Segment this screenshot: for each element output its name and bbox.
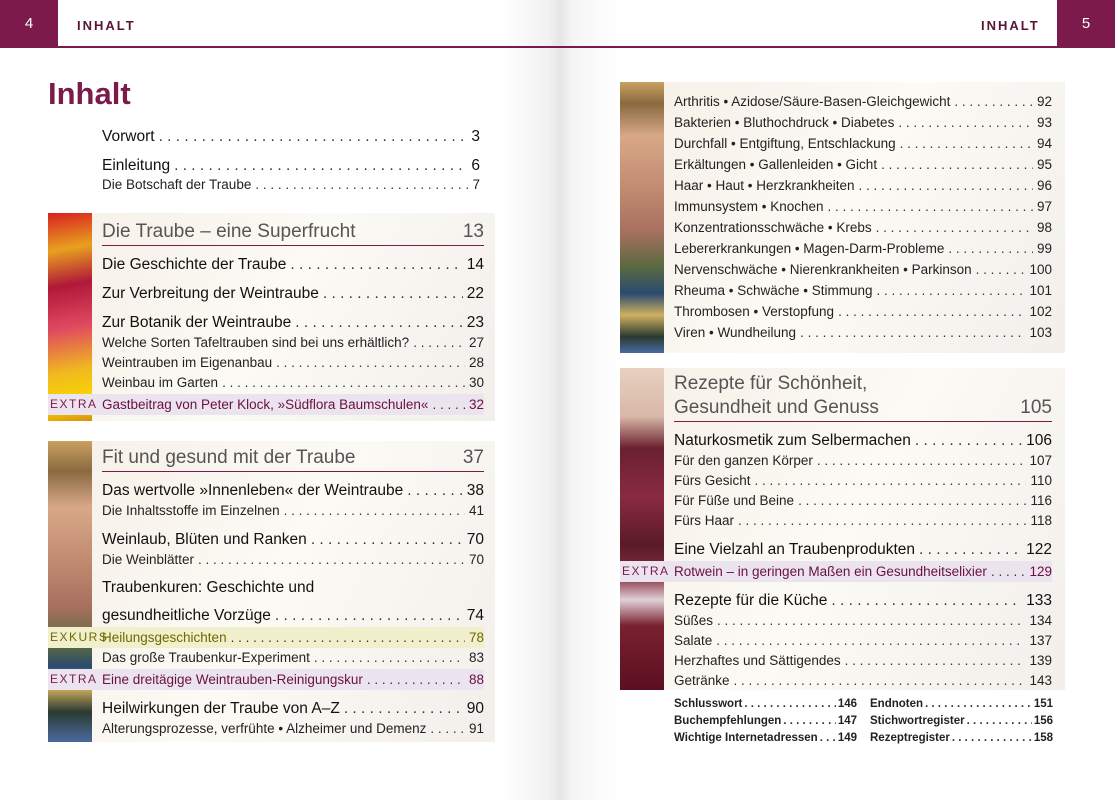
toc-entry-label: Thrombosen • Verstopfung (674, 304, 835, 319)
toc-entry-label: Arthritis • Azidose/Säure-Basen-Gleichgewicht (674, 94, 951, 109)
toc-entry[interactable] (674, 631, 1052, 651)
toc-entry-page: 139 (1029, 653, 1052, 668)
toc-entry-page: 133 (1026, 592, 1052, 609)
dot-leader (798, 491, 1026, 511)
dot-leader (295, 312, 462, 333)
toc-entry[interactable] (674, 590, 1052, 611)
dot-leader (744, 696, 835, 713)
toc-entry[interactable] (48, 394, 484, 415)
dot-leader (432, 394, 465, 415)
toc-entry-label: Herzhaftes und Sättigendes (674, 653, 841, 668)
dot-leader (284, 501, 465, 521)
toc-entry[interactable] (674, 238, 1052, 259)
extra-tag-label: EXTRA (50, 672, 98, 686)
toc-entry[interactable] (674, 511, 1052, 531)
dot-leader (734, 671, 1026, 691)
dot-leader (755, 471, 1027, 491)
toc-entry-label: Weinlaub, Blüten und Ranken (102, 531, 307, 548)
toc-entry[interactable] (102, 648, 484, 668)
toc-entry[interactable] (674, 259, 1052, 280)
toc-entry[interactable] (102, 501, 484, 521)
toc-entry-page: 6 (471, 157, 480, 174)
man-eating-grapes-photo-strip (620, 82, 664, 353)
toc-entry[interactable] (102, 155, 480, 176)
book-gutter-shadow (500, 0, 620, 800)
toc-entry[interactable] (674, 91, 1052, 112)
running-head: INHALT (77, 18, 136, 33)
extra-tag-label: EXTRA (622, 564, 670, 578)
toc-entry-label: Haar • Haut • Herzkrankheiten (674, 178, 855, 193)
dot-leader (876, 217, 1033, 238)
toc-entry-page: 7 (472, 177, 480, 192)
toc-entry-label: Heilungsgeschichten (102, 630, 227, 645)
toc-entry-label: Fürs Haar (674, 513, 735, 528)
toc-entry[interactable] (674, 671, 1052, 691)
dot-leader (174, 155, 467, 176)
dot-leader (323, 283, 463, 304)
toc-entry[interactable] (674, 611, 1052, 631)
toc-entry-label: Nervenschwäche • Nierenkrankheiten • Parkinson (674, 262, 972, 277)
toc-entry-page: 70 (468, 552, 484, 567)
dot-leader (900, 133, 1033, 154)
dot-leader (716, 631, 1025, 651)
toc-entry[interactable] (48, 627, 484, 648)
dot-leader (738, 511, 1026, 531)
header-rule (0, 46, 557, 48)
toc-entry-page: 14 (466, 256, 484, 273)
toc-entry-page: 38 (466, 482, 484, 499)
section-list (50, 220, 484, 415)
toc-entry-page: 146 (837, 698, 857, 710)
toc-entry-page: 122 (1026, 541, 1052, 558)
dot-leader (255, 175, 468, 195)
toc-entry-label: Stichwortregister (870, 715, 965, 727)
dot-leader (407, 480, 462, 501)
toc-entry[interactable] (674, 280, 1052, 301)
toc-entry[interactable] (674, 730, 857, 747)
toc-entry[interactable] (674, 713, 857, 730)
toc-entry-label: Rezepte für die Küche (674, 592, 828, 609)
toc-entry-label: Rezeptregister (870, 732, 950, 744)
toc-entry-label: Endnoten (870, 698, 924, 710)
extra-tag-label: EXTRA (50, 397, 98, 411)
dot-leader (919, 539, 1022, 560)
dot-leader (952, 730, 1032, 747)
toc-entry-page: 92 (1036, 94, 1052, 109)
toc-entry-label: Buchempfehlungen (674, 715, 782, 727)
toc-entry-label: Weintrauben im Eigenanbau (102, 355, 273, 370)
dot-leader (817, 451, 1026, 471)
dot-leader (344, 698, 463, 719)
toc-entry[interactable] (102, 698, 484, 719)
toc-entry-page: 100 (1029, 262, 1052, 277)
toc-entry-label: Rotwein – in geringen Maßen ein Gesundheitselixier (674, 564, 987, 579)
toc-entry-label: Weinbau im Garten (102, 375, 219, 390)
toc-entry[interactable] (674, 175, 1052, 196)
toc-entry[interactable] (674, 491, 1052, 511)
toc-entry-page: 97 (1036, 199, 1052, 214)
toc-entry-page: 134 (1029, 613, 1052, 628)
toc-entry-page: 83 (468, 650, 484, 665)
toc-entry-label: Einleitung (102, 157, 171, 174)
toc-entry-page: 151 (1033, 698, 1053, 710)
toc-entry-label: Das große Traubenkur-Experiment (102, 650, 310, 665)
section-list (622, 372, 1052, 691)
section-title-line: Die Traube – eine Superfrucht (102, 221, 356, 242)
toc-entry-label: Immunsystem • Knochen (674, 199, 824, 214)
toc-entry[interactable] (102, 605, 484, 626)
dot-leader (367, 669, 465, 690)
toc-entry[interactable] (674, 133, 1052, 154)
toc-entry-label: Getränke (674, 673, 730, 688)
toc-entry-label: Erkältungen • Gallenleiden • Gicht (674, 157, 878, 172)
toc-entry[interactable] (102, 283, 484, 304)
toc-entry-page: 98 (1036, 220, 1052, 235)
toc-entry-label: Heilwirkungen der Traube von A–Z (102, 700, 340, 717)
toc-entry-page: 156 (1033, 715, 1053, 727)
toc-entry[interactable] (674, 154, 1052, 175)
toc-entry-title-line: Traubenkuren: Geschichte und (102, 579, 315, 596)
toc-entry-page: 91 (468, 721, 484, 736)
toc-entry-label: Die Geschichte der Traube (102, 256, 287, 273)
toc-entry[interactable] (870, 730, 1053, 747)
toc-entry[interactable] (674, 112, 1052, 133)
toc-entry-label: Konzentrationsschwäche • Krebs (674, 220, 872, 235)
dot-leader (717, 611, 1025, 631)
toc-entry[interactable] (48, 669, 484, 690)
grape-photo-strip (48, 213, 92, 421)
toc-entry-page: 28 (468, 355, 484, 370)
toc-entry-label: Naturkosmetik zum Selbermachen (674, 432, 911, 449)
appendix-list-right (870, 696, 1053, 747)
toc-entry-page: 118 (1030, 513, 1052, 528)
toc-entry-label: Vorwort (102, 128, 155, 145)
toc-entry[interactable] (674, 539, 1052, 560)
dot-leader (314, 648, 465, 668)
toc-entry[interactable] (102, 254, 484, 275)
dot-leader (430, 719, 465, 739)
toc-entry-label: Bakterien • Bluthochdruck • Diabetes (674, 115, 895, 130)
dot-leader (838, 301, 1025, 322)
toc-entry-page: 22 (466, 285, 484, 302)
section-heading[interactable] (102, 220, 484, 246)
toc-entry-page: 102 (1029, 304, 1052, 319)
dot-leader (159, 126, 468, 147)
toc-entry-page: 74 (466, 607, 484, 624)
toc-entry-page: 143 (1029, 673, 1052, 688)
toc-entry-label: Eine Vielzahl an Traubenprodukten (674, 541, 915, 558)
running-head: INHALT (981, 18, 1040, 33)
toc-entry-page: 41 (468, 503, 484, 518)
toc-entry-page: 94 (1036, 136, 1052, 151)
toc-entry-label: Süßes (674, 613, 714, 628)
section-title-line: Fit und gesund mit der Traube (102, 447, 356, 468)
toc-entry[interactable] (674, 430, 1052, 451)
dot-leader (198, 550, 465, 570)
toc-entry[interactable] (674, 217, 1052, 238)
toc-entry[interactable] (102, 312, 484, 333)
toc-entry-page: 158 (1033, 732, 1053, 744)
toc-entry[interactable] (674, 196, 1052, 217)
dot-leader (831, 590, 1022, 611)
a-z-list (674, 91, 1052, 343)
section-list (50, 446, 484, 739)
toc-entry-page: 96 (1036, 178, 1052, 193)
toc-entry[interactable] (620, 561, 1052, 582)
toc-entry-page: 32 (468, 397, 484, 412)
toc-entry-label: gesundheitliche Vorzüge (102, 607, 271, 624)
toc-entry-page: 78 (468, 630, 484, 645)
page-number: 5 (1057, 0, 1115, 47)
toc-entry-label: Schlusswort (674, 698, 743, 710)
dot-leader (859, 175, 1033, 196)
front-matter-list (102, 118, 480, 195)
toc-entry-label: Lebererkrankungen • Magen-Darm-Probleme (674, 241, 945, 256)
dot-leader (290, 254, 462, 275)
section-title (102, 446, 355, 470)
section-page: 37 (462, 447, 484, 468)
toc-entry-label: Die Weinblätter (102, 552, 195, 567)
toc-entry-label: Welche Sorten Tafeltrauben sind bei uns erhältlich? (102, 335, 410, 350)
section-page: 105 (1020, 397, 1052, 418)
toc-entry-page: 30 (468, 375, 484, 390)
toc-entry[interactable] (870, 713, 1053, 730)
toc-entry-page: 93 (1036, 115, 1052, 130)
man-eating-grapes-photo-strip (48, 441, 92, 742)
toc-entry-page: 147 (837, 715, 857, 727)
red-grapes-photo-strip (620, 368, 664, 690)
toc-entry[interactable] (674, 651, 1052, 671)
dot-leader (954, 91, 1033, 112)
dot-leader (881, 154, 1033, 175)
toc-entry-label: Alterungsprozesse, verfrühte • Alzheimer und Demenz (102, 721, 427, 736)
toc-entry-page: 137 (1029, 633, 1052, 648)
toc-entry[interactable] (102, 333, 484, 353)
toc-entry-page: 116 (1030, 493, 1052, 508)
toc-entry-page: 110 (1030, 473, 1052, 488)
dot-leader (967, 713, 1032, 730)
toc-entry-label: Zur Verbreitung der Weintraube (102, 285, 319, 302)
section-heading[interactable] (102, 446, 484, 472)
toc-entry-page: 99 (1036, 241, 1052, 256)
dot-leader (976, 259, 1026, 280)
toc-entry-label: Für den ganzen Körper (674, 453, 813, 468)
section-title-line: Gesundheit und Genuss (674, 397, 879, 418)
toc-entry-page: 3 (471, 128, 480, 145)
toc-entry-label: Rheuma • Schwäche • Stimmung (674, 283, 873, 298)
toc-entry-page: 149 (837, 732, 857, 744)
toc-entry-page: 101 (1029, 283, 1052, 298)
toc-entry[interactable] (674, 322, 1052, 343)
dot-leader (783, 713, 835, 730)
toc-entry-label: Salate (674, 633, 713, 648)
toc-entry-label: Die Botschaft der Traube (102, 177, 252, 192)
toc-entry-label: Wichtige Internetadressen (674, 732, 818, 744)
dot-leader (276, 353, 465, 373)
toc-entry-label: Durchfall • Entgiftung, Entschlackung (674, 136, 896, 151)
dot-leader (231, 627, 465, 648)
dot-leader (413, 333, 465, 353)
dot-leader (845, 651, 1026, 671)
section-heading[interactable] (674, 372, 1052, 422)
toc-entry[interactable] (102, 719, 484, 739)
dot-leader (948, 238, 1033, 259)
dot-leader (925, 696, 1032, 713)
header-rule (557, 46, 1115, 48)
toc-entry[interactable] (102, 480, 484, 501)
toc-entry-page: 23 (466, 314, 484, 331)
toc-entry[interactable] (674, 471, 1052, 491)
toc-entry[interactable] (674, 696, 857, 713)
section-title (674, 372, 879, 420)
toc-entry-label: Viren • Wundheilung (674, 325, 797, 340)
toc-entry-label: Eine dreitägige Weintrauben-Reinigungskur (102, 672, 363, 687)
toc-entry[interactable] (102, 175, 480, 195)
toc-entry-label: Das wertvolle »Innenleben« der Weintraube (102, 482, 404, 499)
dot-leader (800, 322, 1025, 343)
toc-entry[interactable] (102, 529, 484, 550)
dot-leader (275, 605, 463, 626)
toc-entry[interactable] (870, 696, 1053, 713)
extra-tag-label: EXKURS (50, 630, 109, 644)
section-title (102, 220, 356, 244)
toc-entry-label: Die Inhaltsstoffe im Einzelnen (102, 503, 280, 518)
toc-entry-label: Fürs Gesicht (674, 473, 751, 488)
toc-entry-page: 95 (1036, 157, 1052, 172)
section-page: 13 (462, 221, 484, 242)
page-number: 4 (0, 0, 58, 47)
dot-leader (820, 730, 836, 747)
toc-entry-label: Für Füße und Beine (674, 493, 795, 508)
dot-leader (311, 529, 463, 550)
section-title-line: Rezepte für Schönheit, (674, 373, 868, 394)
toc-entry[interactable] (102, 550, 484, 570)
toc-entry-page: 27 (468, 335, 484, 350)
toc-entry-page: 129 (1029, 564, 1052, 579)
toc-entry-label: Gastbeitrag von Peter Klock, »Südflora Baumschulen« (102, 397, 429, 412)
toc-entry[interactable] (102, 353, 484, 373)
toc-entry-page: 88 (468, 672, 484, 687)
toc-entry-page: 70 (466, 531, 484, 548)
dot-leader (898, 112, 1033, 133)
toc-entry[interactable] (102, 373, 484, 393)
dot-leader (877, 280, 1026, 301)
dot-leader (991, 561, 1026, 582)
dot-leader (222, 373, 465, 393)
toc-entry[interactable] (102, 126, 480, 147)
appendix-list-left (674, 696, 857, 747)
page-title: Inhalt (48, 76, 131, 111)
dot-leader (915, 430, 1022, 451)
toc-entry-label: Zur Botanik der Weintraube (102, 314, 292, 331)
toc-entry-page: 107 (1029, 453, 1052, 468)
toc-entry-page: 90 (466, 700, 484, 717)
toc-entry-page: 103 (1029, 325, 1052, 340)
dot-leader (828, 196, 1033, 217)
toc-entry[interactable] (674, 451, 1052, 471)
toc-entry[interactable] (674, 301, 1052, 322)
toc-entry-page: 106 (1026, 432, 1052, 449)
